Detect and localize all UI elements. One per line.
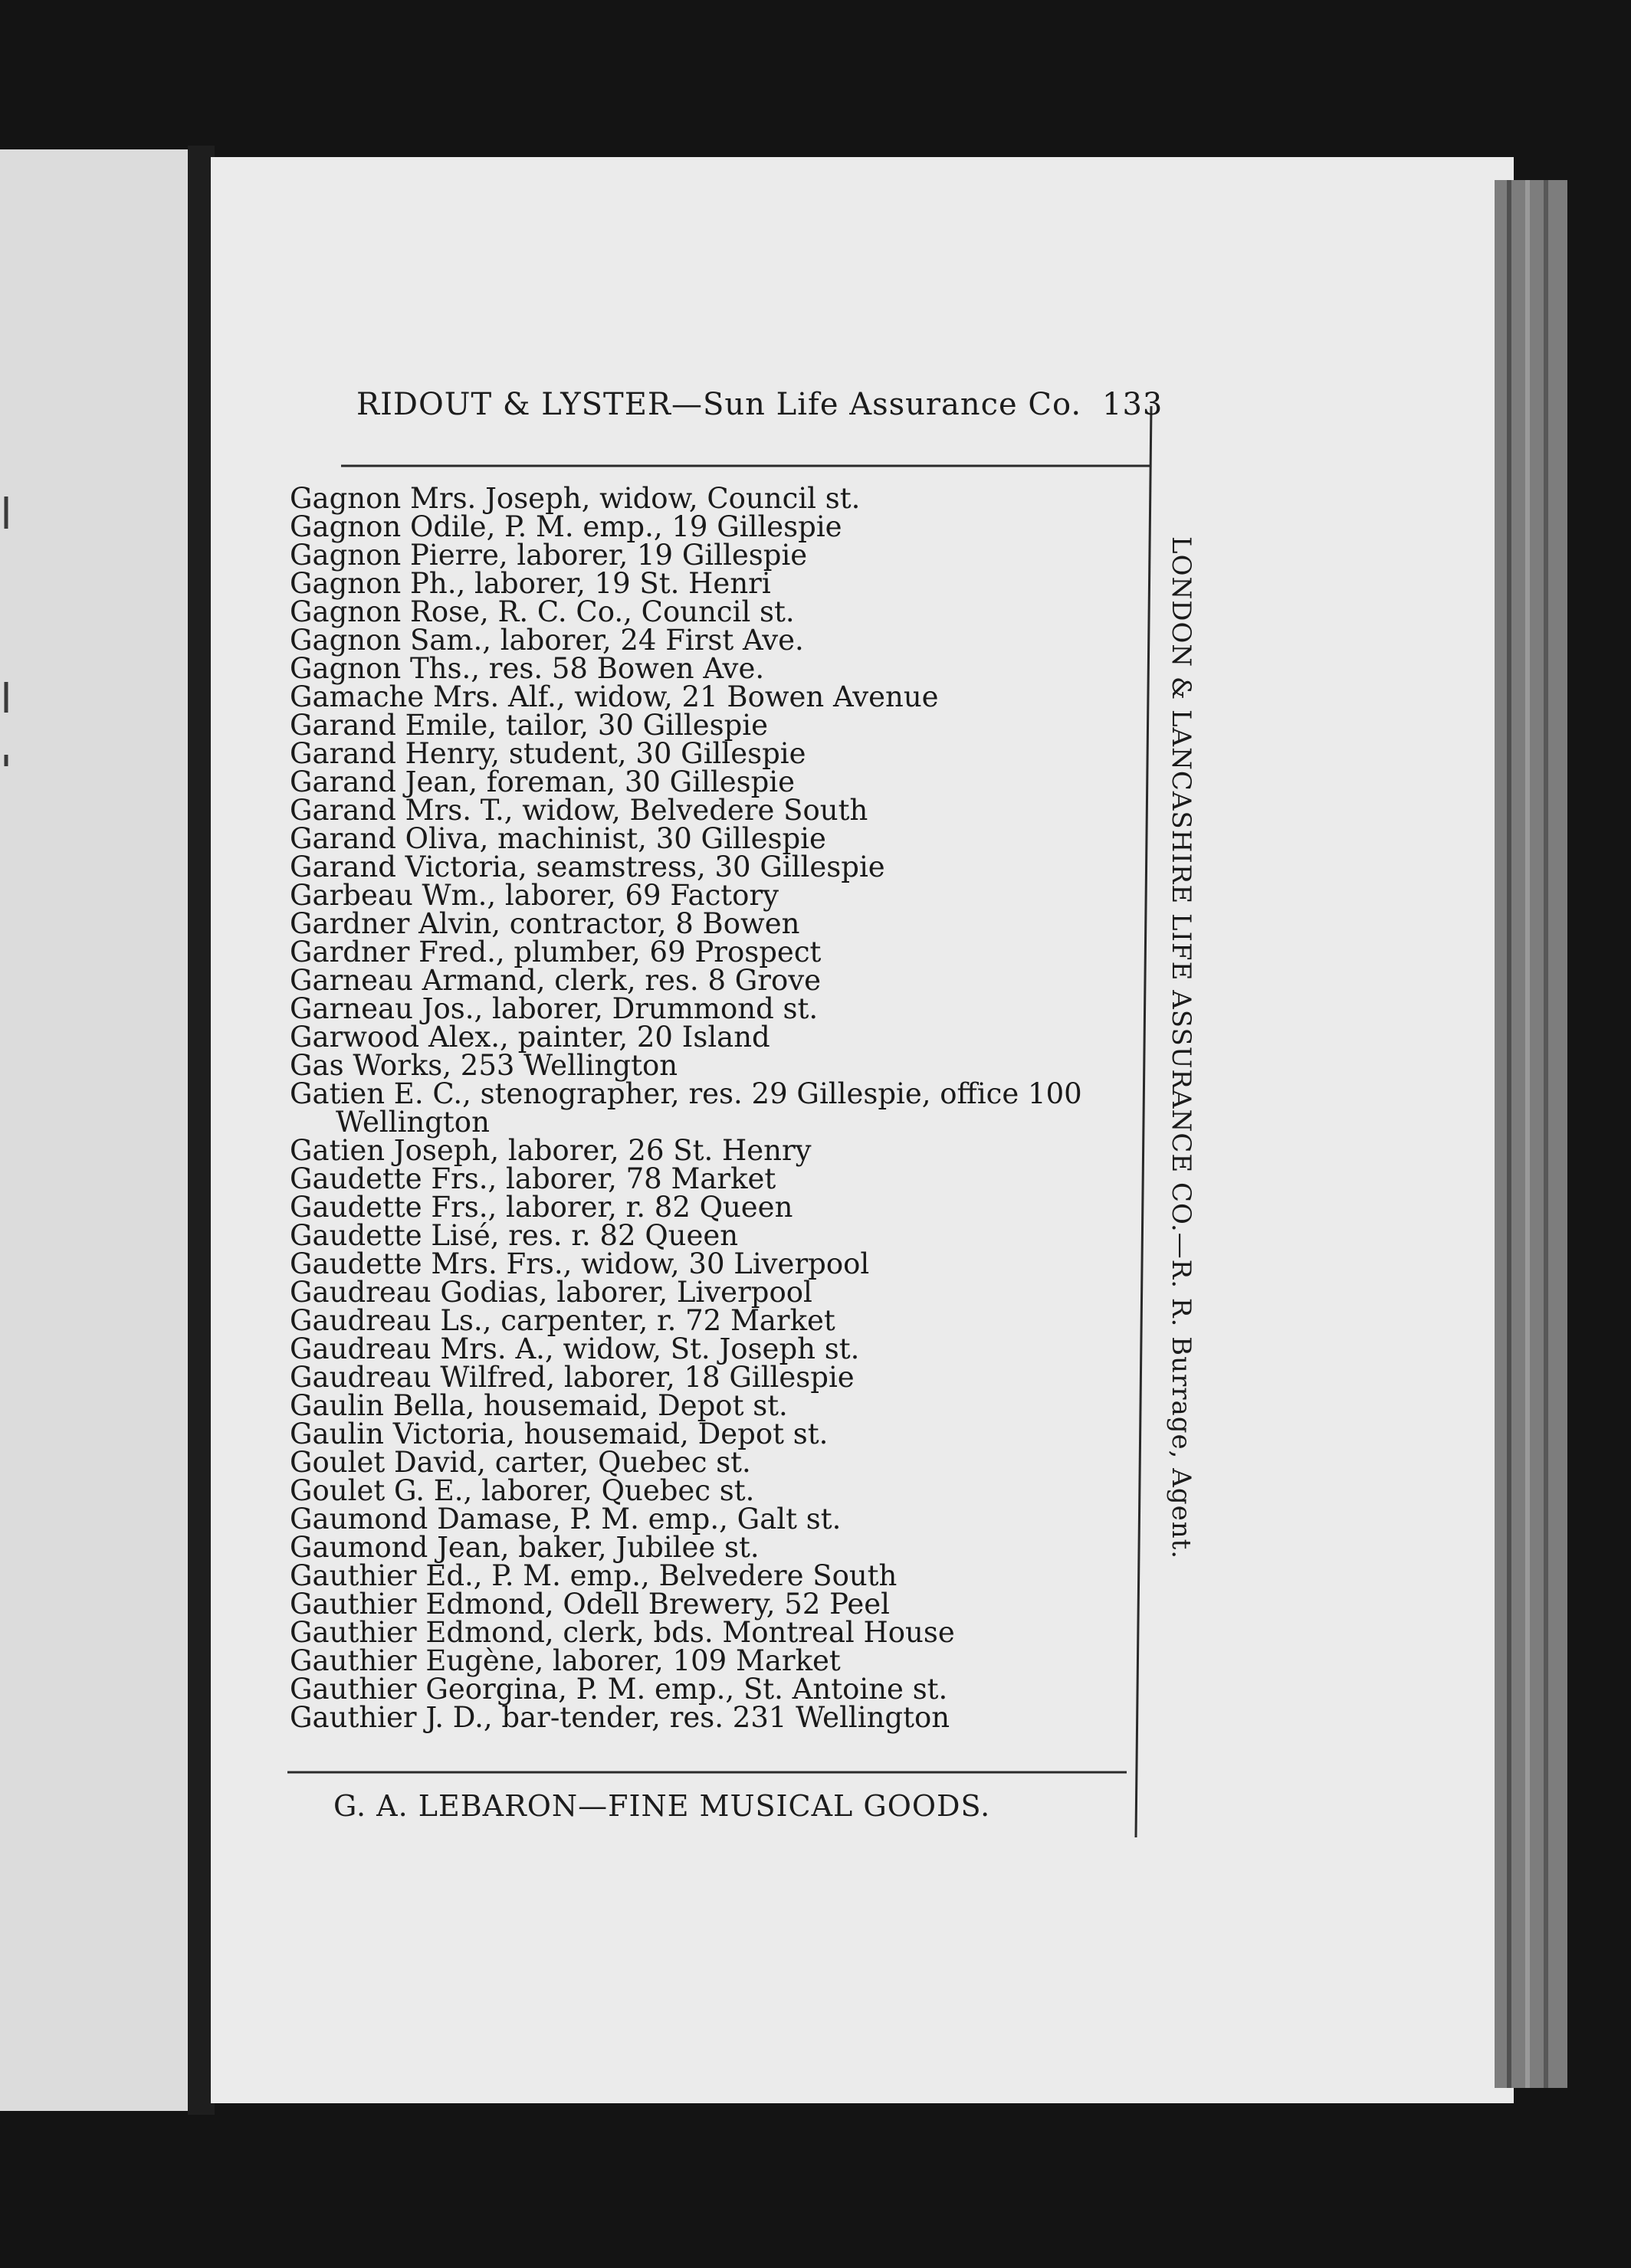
directory-entry: Gaulin Bella, housemaid, Depot st. [290,1389,788,1422]
directory-entry: Gaudette Frs., laborer, 78 Market [290,1162,776,1195]
directory-entry: Gamache Mrs. Alf., widow, 21 Bowen Avenue [290,680,939,713]
directory-entry: Gardner Fred., plumber, 69 Prospect [290,936,822,968]
directory-entry: Garwood Alex., painter, 20 Island [290,1021,770,1054]
directory-entry: Gauthier Eugène, laborer, 109 Market [290,1644,841,1677]
directory-entry: Gagnon Pierre, laborer, 19 Gillespie [290,539,808,572]
directory-entry: Gaumond Damase, P. M. emp., Galt st. [290,1503,842,1535]
directory-entry: Gauthier Ed., P. M. emp., Belvedere South [290,1559,898,1592]
directory-entry: Gaudreau Godias, laborer, Liverpool [290,1276,812,1309]
directory-entry: Gatien E. C., stenographer, res. 29 Gillespie, office 100 Wellington [290,1077,1082,1139]
left-page-edge [0,149,195,2111]
directory-entry: Gagnon Ph., laborer, 19 St. Henri [290,567,771,600]
directory-entry: Gagnon Sam., laborer, 24 First Ave. [290,624,804,657]
directory-entry: Gauthier Edmond, Odell Brewery, 52 Peel [290,1588,890,1621]
directory-entry: Garbeau Wm., laborer, 69 Factory [290,879,779,912]
sidebar-advertisement: LONDON & LANCASHIRE LIFE ASSURANCE CO.—R. R. Burrage, Agent. [1166,536,1196,1560]
book-gutter [188,146,215,2115]
page-fore-edge [1495,180,1567,2088]
directory-entry: Goulet G. E., laborer, Quebec st. [290,1474,755,1507]
directory-entry: Garand Victoria, seamstress, 30 Gillespie [290,850,885,883]
directory-entry: Gas Works, 253 Wellington [290,1049,678,1082]
directory-entry: Garneau Jos., laborer, Drummond st. [290,992,819,1025]
directory-entry: Gaumond Jean, baker, Jubilee st. [290,1531,760,1564]
directory-entry: Gaudreau Ls., carpenter, r. 72 Market [290,1304,835,1337]
directory-entry: Gatien Joseph, laborer, 26 St. Henry [290,1134,812,1167]
directory-entry: Goulet David, carter, Quebec st. [290,1446,751,1479]
header-title: RIDOUT & LYSTER—Sun Life Assurance Co. [356,387,1082,422]
directory-entry: Garand Mrs. T., widow, Belvedere South [290,794,868,827]
running-header [356,387,1163,422]
directory-entry: Gaudreau Mrs. A., widow, St. Joseph st. [290,1332,860,1365]
directory-entry: Garand Emile, tailor, 30 Gillespie [290,709,769,742]
footer-advertisement: G. A. LEBARON—FINE MUSICAL GOODS. [333,1789,991,1823]
directory-entry: Gaudette Lisé, res. r. 82 Queen [290,1219,739,1252]
directory-entry: Garand Oliva, machinist, 30 Gillespie [290,822,826,855]
directory-entry: Gardner Alvin, contractor, 8 Bowen [290,907,800,940]
directory-entry: Garneau Armand, clerk, res. 8 Grove [290,964,822,997]
directory-entry: Garand Jean, foreman, 30 Gillespie [290,765,796,798]
directory-listing [290,484,1152,1732]
directory-entry: Gagnon Odile, P. M. emp., 19 Gillespie [290,510,842,543]
directory-entry: Gaulin Victoria, housemaid, Depot st. [290,1418,829,1450]
directory-entry: Gagnon Rose, R. C. Co., Council st. [290,595,795,628]
directory-entry: Garand Henry, student, 30 Gillespie [290,737,806,770]
directory-entry: Gauthier Georgina, P. M. emp., St. Antoine st. [290,1673,948,1706]
directory-entry: Gaudette Frs., laborer, r. 82 Queen [290,1191,793,1224]
directory-entry: Gauthier J. D., bar-tender, res. 231 Wellington [290,1701,950,1734]
directory-entry: Gauthier Edmond, clerk, bds. Montreal House [290,1616,955,1649]
directory-entry: Gagnon Ths., res. 58 Bowen Ave. [290,652,765,685]
page-number: 133 [1102,387,1163,422]
directory-entry: Gagnon Mrs. Joseph, widow, Council st. [290,482,861,515]
directory-entry: Gaudreau Wilfred, laborer, 18 Gillespie [290,1361,855,1394]
directory-entry: Gaudette Mrs. Frs., widow, 30 Liverpool [290,1247,870,1280]
